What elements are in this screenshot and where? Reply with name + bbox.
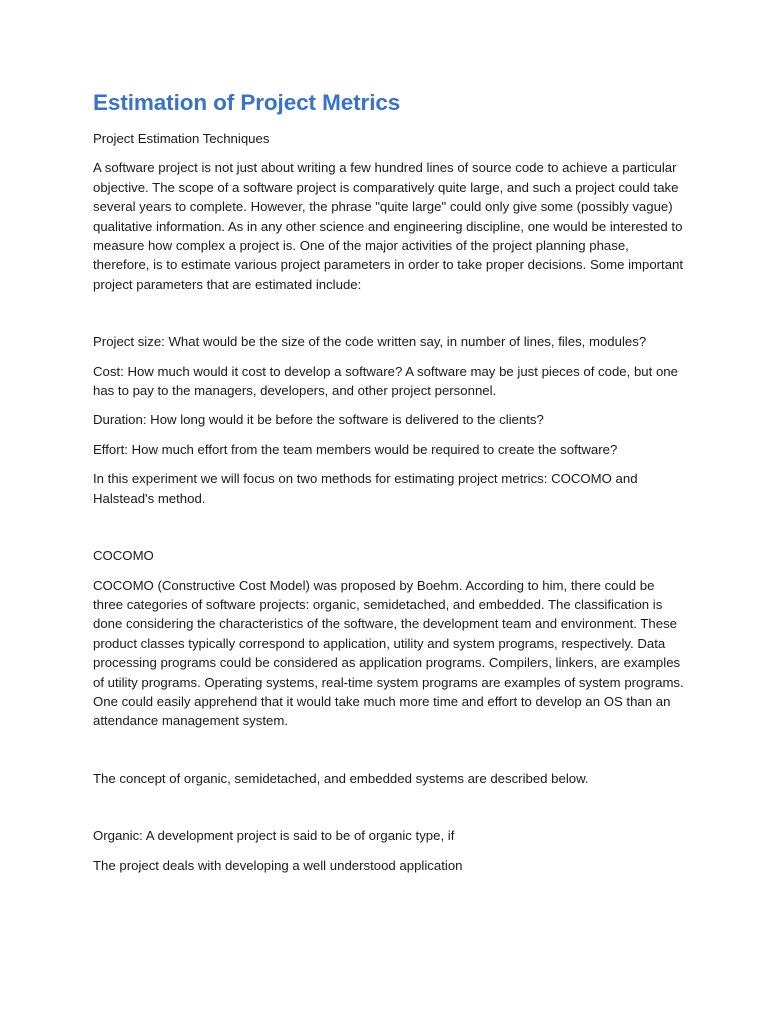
project-size-paragraph: Project size: What would be the size of the code written say, in number of lines, files, modules? xyxy=(93,334,647,350)
cost-paragraph: Cost: How much would it cost to develop a software? A software may be just pieces of code, but one has to pay to the managers, developers, and other project personnel. xyxy=(93,363,678,399)
document-title: Estimation of Project Metrics xyxy=(93,90,401,115)
cocomo-paragraph: COCOMO (Constructive Cost Model) was proposed by Boehm. According to him, there could be three categories of software projects: organic, semidetached, and embedded. The classification is done considering the characteristics of the software, the development team and environment. These product classes typically correspond to application, utility and system programs, respectively. Data processing programs could be considered as application programs. Compilers, linkers, are examples of utility programs. Operating systems, real-time system programs are examples of system programs. One could easily apprehend that it would take much more time and effort to develop an OS than an attendance management system. xyxy=(93,577,684,729)
organic-paragraph: Organic: A development project is said to be of organic type, if xyxy=(93,828,455,844)
cocomo-heading: COCOMO xyxy=(93,548,154,564)
duration-paragraph: Duration: How long would it be before the software is delivered to the clients? xyxy=(93,412,544,428)
effort-paragraph: Effort: How much effort from the team members would be required to create the software? xyxy=(93,441,618,457)
intro-paragraph: A software project is not just about writing a few hundred lines of source code to achieve a particular objective. The scope of a software project is comparatively quite large, and such a project could take several years to complete. However, the phrase "quite large" could only give some (possibly vague) qualitative information. As in any other science and engineering discipline, one would be interested to measure how complex a project is. One of the major activities of the project planning phase, therefore, is to estimate various project parameters in order to take proper decisions. Some important project parameters that are estimated include: xyxy=(93,160,684,292)
organic-detail-paragraph: The project deals with developing a well understood application xyxy=(93,857,463,873)
experiment-focus-paragraph: In this experiment we will focus on two methods for estimating project metrics: COCOMO and Halstead's method. xyxy=(93,471,638,506)
section-subtitle: Project Estimation Techniques xyxy=(93,131,270,146)
concept-paragraph: The concept of organic, semidetached, and embedded systems are described below. xyxy=(93,770,589,786)
